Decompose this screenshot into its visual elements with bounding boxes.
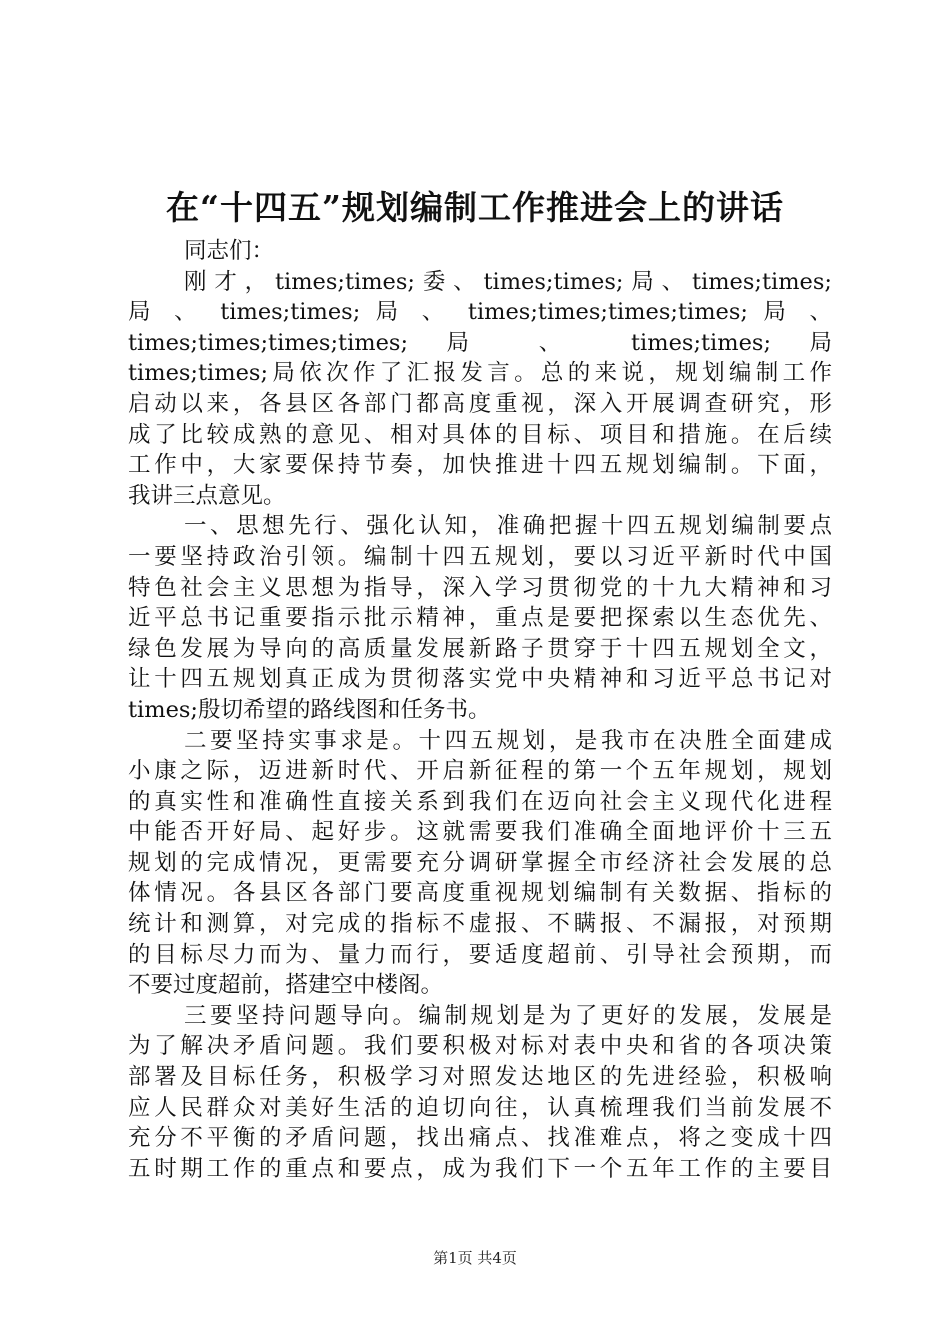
body-line: 绿色发展为导向的高质量发展新路子贯穿于十四五规划全文， (128, 635, 832, 662)
body-line: times;times;局依次作了汇报发言。总的来说，规划编制工作 (128, 360, 832, 387)
salutation-line: 同志们： (184, 238, 275, 264)
body-line: 体情况。各县区各部门要高度重视规划编制有关数据、指标的 (128, 880, 832, 907)
body-line: 中能否开好局、起好步。这就需要我们准确全面地评价十三五 (128, 819, 832, 846)
body-line: 规划的完成情况，更需要充分调研掌握全市经济社会发展的总 (128, 849, 832, 876)
body-line: times;殷切希望的路线图和任务书。 (128, 696, 491, 723)
body-line: 让十四五规划真正成为贯彻落实党中央精神和习近平总书记对 (128, 666, 832, 693)
section-heading-line: 一、思想先行、强化认知，准确把握十四五规划编制要点 (184, 513, 832, 540)
document-title: 在“十四五”规划编制工作推进会上的讲话 (166, 188, 784, 227)
body-line: 的真实性和准确性直接关系到我们在迈向社会主义现代化进程 (128, 788, 832, 815)
body-line: 刚才，times;times;委、times;times;局、times;times; (184, 268, 832, 295)
body-line: 特色社会主义思想为指导，深入学习贯彻党的十九大精神和习 (128, 574, 832, 601)
body-line: 近平总书记重要指示批示精神，重点是要把探索以生态优先、 (128, 605, 832, 632)
body-line: 小康之际，迈进新时代、开启新征程的第一个五年规划，规划 (128, 758, 832, 785)
body-line: 启动以来，各县区各部门都高度重视，深入开展调查研究，形 (128, 390, 832, 417)
body-line: 三要坚持问题导向。编制规划是为了更好的发展，发展是 (184, 1002, 832, 1029)
body-line: 不要过度超前，搭建空中楼阁。 (128, 972, 444, 999)
body-line: 为了解决矛盾问题。我们要积极对标对表中央和省的各项决策 (128, 1033, 832, 1060)
body-line: 统计和测算，对完成的指标不虚报、不瞒报、不漏报，对预期 (128, 911, 832, 938)
body-line: 部署及目标任务，积极学习对照发达地区的先进经验，积极响 (128, 1064, 832, 1091)
body-line: 二要坚持实事求是。十四五规划，是我市在决胜全面建成 (184, 727, 832, 754)
body-line: 五时期工作的重点和要点，成为我们下一个五年工作的主要目 (128, 1155, 832, 1182)
body-line: 一要坚持政治引领。编制十四五规划，要以习近平新时代中国 (128, 543, 832, 570)
body-line: 工作中，大家要保持节奏，加快推进十四五规划编制。下面， (128, 452, 832, 479)
document-body (128, 236, 832, 1184)
body-line: 充分不平衡的矛盾问题，找出痛点、找准难点，将之变成十四 (128, 1125, 832, 1152)
body-line: 应人民群众对美好生活的迫切向往，认真梳理我们当前发展不 (128, 1094, 832, 1121)
body-line: 成了比较成熟的意见、相对具体的目标、项目和措施。在后续 (128, 421, 832, 448)
page-footer: 第1页 共4页 (433, 1249, 517, 1267)
body-line: 的目标尽力而为、量力而行，要适度超前、引导社会预期，而 (128, 941, 832, 968)
body-line: 局 、 times;times; 局 、 times;times;times;times; 局 、 (128, 299, 832, 326)
body-line: 我讲三点意见。 (128, 482, 286, 509)
body-line: times;times;times;times; 局 、 times;times; 局 (128, 329, 832, 356)
